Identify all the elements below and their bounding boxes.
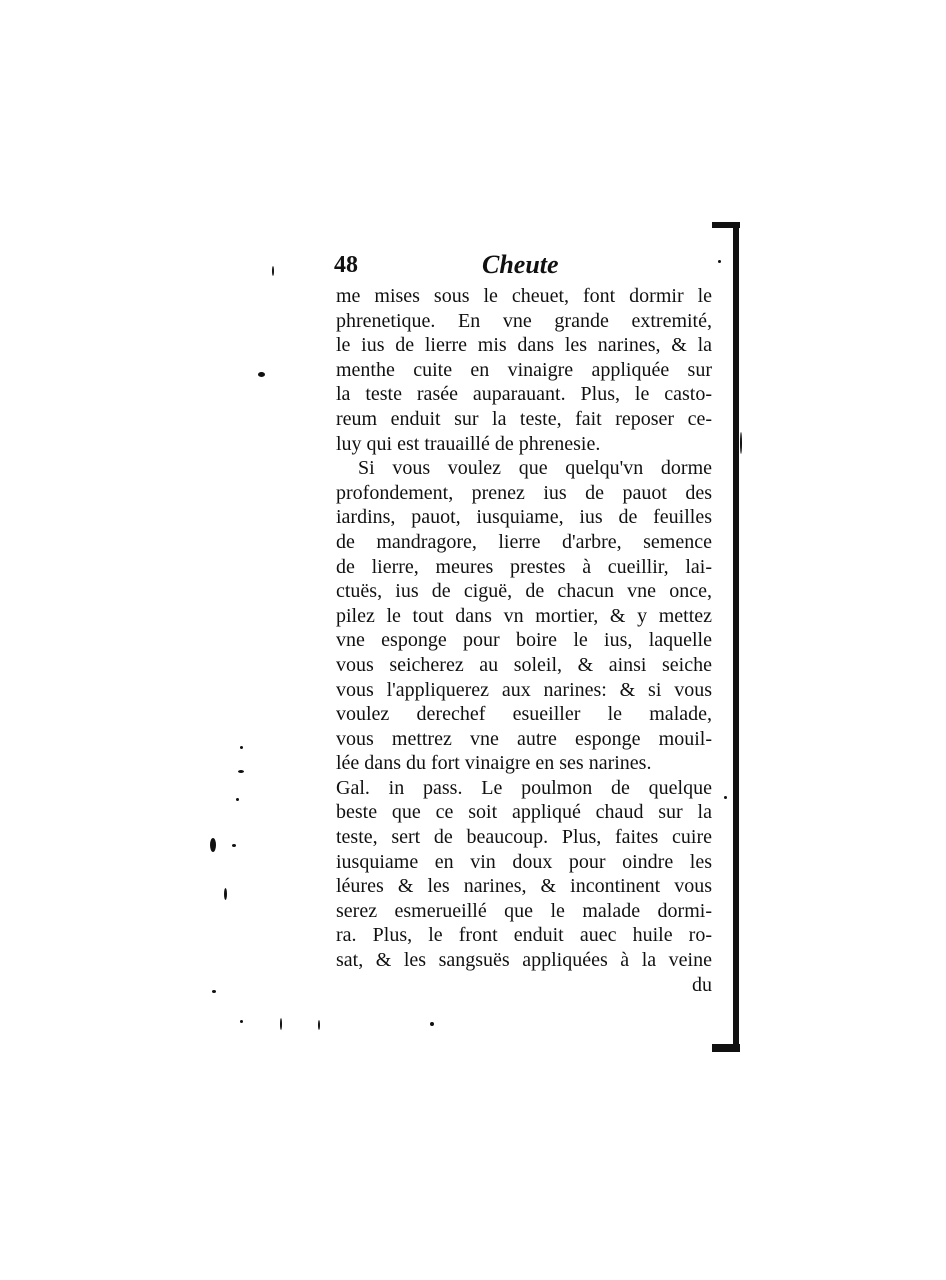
body-text [336,284,712,997]
text-line: me mises sous le cheuet, font dormir le [336,285,712,307]
text-line: phrenetique. En vne grande extremité, [336,309,712,332]
text-line: menthe cuite en vinaigre appliquée sur [336,358,712,381]
text-line: lée dans du fort vinaigre en ses narines. [336,752,652,775]
scan-speck [318,1020,320,1030]
scan-speck [740,432,742,454]
text-line: le ius de lierre mis dans les narines, & la [336,334,712,357]
text-line: iardins, pauot, iusquiame, ius de feuilles [336,506,712,529]
text-line: sat, & les sangsuës appliquées à la veine [336,949,712,972]
text-line: reum enduit sur la teste, fait reposer ce- [336,407,712,430]
catchword: du [692,973,712,996]
text-line: vous mettrez vne autre esponge mouil- [336,727,712,750]
scan-speck [280,1018,282,1030]
text-line: de lierre, meures prestes à cueillir, lai- [336,555,712,578]
text-line: vous seicherez au soleil, & ainsi seiche [336,653,712,676]
text-line: profondement, prenez ius de pauot des [336,481,712,504]
scan-speck [224,888,227,900]
text-line: Gal. in pass. Le poulmon de quelque [336,776,712,799]
page-number: 48 [334,252,358,278]
text-line: pilez le tout dans vn mortier, & y mettez [336,604,712,627]
scan-speck [210,838,216,852]
text-line: beste que ce soit appliqué chaud sur la [336,801,712,824]
text-line: teste, sert de beaucoup. Plus, faites cuire [336,826,712,849]
scan-speck [718,260,721,263]
text-line: luy qui est trauaillé de phrenesie. [336,432,601,455]
page-edge-shadow [733,226,739,1052]
scan-speck [232,844,236,847]
text-line: ra. Plus, le front enduit auec huile ro- [336,924,712,947]
text-line: de mandragore, lierre d'arbre, semence [336,530,712,553]
scan-speck [238,770,244,773]
text-line: vne esponge pour boire le ius, laquelle [336,629,712,652]
text-line: ctuës, ius de ciguë, de chacun vne once, [336,580,712,603]
text-line: la teste rasée auparauant. Plus, le casto- [336,383,712,406]
scan-speck [240,746,243,749]
scan-speck [212,990,216,993]
page-edge-shadow [712,1044,740,1052]
scan-speck [258,372,265,377]
scan-speck [272,266,274,276]
text-line: voulez derechef esueiller le malade, [336,703,712,726]
scan-speck [430,1022,434,1026]
text-line: serez esmerueillé que le malade dormi- [336,899,712,922]
running-head: Cheute [482,250,559,279]
text-line: vous l'appliquerez aux narines: & si vous [336,678,712,701]
text-line: iusquiame en vin doux pour oindre les [336,850,712,873]
scan-speck [240,1020,243,1023]
scan-speck [236,798,239,801]
page-header [334,250,714,284]
scan-speck [724,796,727,799]
text-line: léures & les narines, & incontinent vous [336,875,712,898]
text-line: Si vous voulez que quelqu'vn dorme [358,457,712,480]
